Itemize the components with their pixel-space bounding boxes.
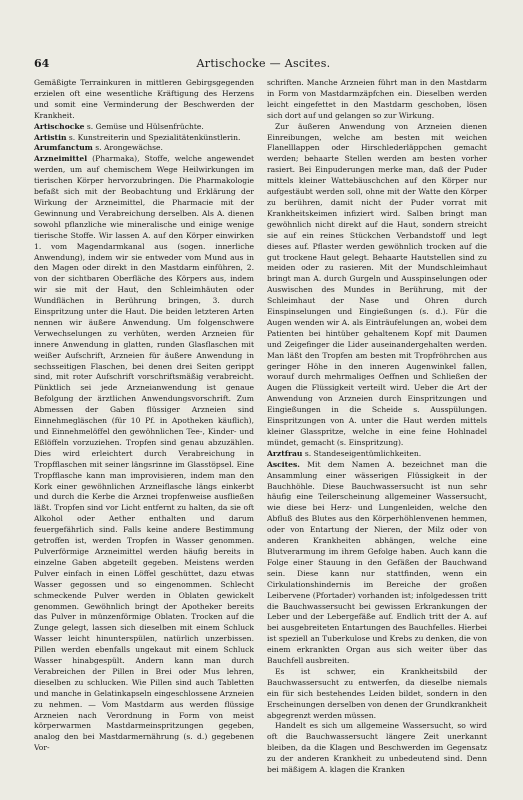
entry-paragraph: Zur äußeren Anwendung von Arzneien dienen Einreibungen, welche am besten mit weichen Flanelllappen oder Hirschlederläppchen gemacht werden; behaarte Stellen werden am besten vorher rasiert. Bei Einpuderungen merke man, daß der Puder mittels kleiner Wattebäuschchen auf den Körper nur aufgestäubt werden soll, ohne mit der Watte den Körper zu berühren, damit nicht der Puder vorrat mit Krankheitskeimen infiziert wird. Salben bringt man gewöhnlich nicht direkt auf die Haut, sondern streicht sie auf ein reines Stückchen Verbandstoff und legt dieses auf. Pflaster werden gewöhnlich trocken auf die gut trockene Haut gelegt. Behaarte Hautstellen sind zu meiden oder zu rasieren. Mit der Mundschleimhaut bringt man A. durch Gurgeln und Ausspinselungen oder Auswischen des Mundes in Berührung, mit der Schleimhaut der Nase und Ohren durch Einspinselungen und Eingießungen (s. d.). Für die Augen wenden wir A. als Einträufelungen an, wobei dem Patienten bei hintüber gehaltenem Kopf mit Daumen und Zeigefinger die Lider auseinandergehalten werden. Man läßt den Tropfen am besten mit Tropfröhrchen aus geringer Höhe in den inneren Augenwinkel fallen, worauf durch mehrmaliges Oeffnen und Schließen der Augen die Flüssigkeit verteilt wird. Ueber die Art der Anwendung von Arzneien durch Einspritzungen und Eingießungen in die Scheide s. Ausspülungen. Einspritzungen von A. unter die Haut werden mittels kleiner Glasspritze, welche in eine feine Hohlnadel mündet, gemacht (s. Einspritzung).	[267, 121, 487, 447]
right-column	[267, 78, 487, 783]
page-number: 64	[34, 57, 50, 70]
entry-paragraph: Gemäßigte Terrainkuren in mittleren Gebirgsgegenden erzielen oft eine wesentliche Kräftigung des Herzens und somit eine Verminderung der Beschwerden der Krankheit.	[34, 78, 254, 120]
entry-paragraph: Artistin s. Kunstreiterin und Spezialitätenkünstlerin.	[34, 132, 241, 142]
left-column	[34, 78, 254, 783]
entry-paragraph: schriften. Manche Arzneien führt man in den Mastdarm in Form von Mastdarmzäpfchen ein. Dieselben werden leicht eingefettet in den Mastdarm geschoben, lösen sich dort auf und gelangen so zur Wirkung.	[267, 78, 487, 120]
entry-lemma: Arztfrau	[267, 448, 303, 458]
entry-paragraph: Arzneimittel (Pharmaka), Stoffe, welche angewendet werden, um auf chemischem Wege Heilwirkungen im tierischen Körper hervorzubringen. Die Pharmakologie befaßt sich mit der Beobachtung und Erklärung der Wirkung der Arzneimittel, die Pharmacie mit der Gewinnung und Verabreichung derselben. Als A. dienen sowohl pflanzliche wie mineralische und einige wenige tierische Stoffe. Wir lassen A. auf den Körper einwirken 1. vom Magendarmkanal aus (sogen. innerliche Anwendung), indem wir sie entweder vom Mund aus in den Magen oder direkt in den Mastdarm einführen, 2. von der sichtbaren Oberfläche des Körpers aus, indem wir sie mit der Haut, den Schleimhäuten oder Wundflächen in Berührung bringen, 3. durch Einspritzung unter die Haut. Die beiden letzteren Arten nennen wir äußere Anwendung. Um folgenschwere Verwechselungen zu verhüten, werden Arzneien für innere Anwendung in glatten, runden Glasflaschen mit weißer Aufschrift, Arzneien für äußere Anwendung in sechsseitigen Flaschen, bei denen drei Seiten gerippt sind, mit roter Aufschrift vorschriftsmäßig verabreicht. Pünktlich sei jede Arzneianwendung ist genaue Befolgung der ärztlichen Anwendungsvorschrift. Zum Abmessen der Gaben flüssiger Arzneien sind Einnehmegläschen (für 10 Pf. in Apotheken käuflich), und Einnehmelöffel den gewöhnlichen Tee-, Kinder- und Eßlöffeln vorzuziehen. Tropfen sind genau abzuzählen. Dies wird erleichtert durch Verabreichung in Tropfflaschen mit seiner längsrinne im Glasstöpsel. Eine Tropfflasche kann man improvisieren, indem man den Kork einer gewöhnlichen Arzneiflasche längs einkerbt und durch die Kerbe die Arznei tropfenweise ausfließen läßt. Tropfen sind vor Licht entfernt zu halten, da sie oft Alkohol oder Aether enthalten und darum feuergefährlich sind. Falls keine andere Bestimmung getroffen ist, werden Tropfen in Wasser genommen. Pulverförmige Arzneimittel werden häufig bereits in einzelne Gaben abgeteilt gegeben. Meistens werden Pulver einfach in einen Löffel geschüttet, dazu etwas Wasser gegossen und so eingenommen. Schlecht schmeckende Pulver werden in Oblaten gewickelt genommen. Gewöhnlich bringt der Apotheker bereits das Pulver in münzenförmige Oblaten. Trocken auf die Zunge gelegt, lassen sich dieselben mit einem Schluck Wasser leicht hinunterspülen, natürlich unzerbissen. Pillen werden ebenfalls ungekaut mit einem Schluck Wasser hinabgespült. Andern kann man durch Verabreichen der Pillen in Brei oder Mus lehren, dieselben zu schlucken. Wie Pillen sind auch Tabletten und manche in Gelatinkapseln eingeschlossene Arzneien zu nehmen. — Vom Mastdarm aus werden flüssige Arzneien nach Verordnung in Form von meist körperwarmen Mastdarmeinspritzungen gegeben, analog den bei Mastdarmernährung (s. d.) gegebenen Vor-	[34, 154, 254, 753]
entry-lemma: Artistin	[34, 132, 67, 142]
entry-paragraph: Ascites. Mit dem Namen A. bezeichnet man die Ansammlung einer wässerigen Flüssigkeit in der Bauchhöhle. Diese Bauchwassersucht ist nun sehr häufig eine Teilerscheinung allgemeiner Wassersucht, wie diese bei Herz- und Lungenleiden, welche den Abfluß des Blutes aus den Körperhöhlenvenen hemmen, oder von Entartung der Nieren, der Milz oder von anderen Krankheiten abhängen, welche eine Blutverarmung im ihrem Gefolge haben. Auch kann die Folge einer Stauung in den Gefäßen der Bauchwand sein. Diese kann nur stattfinden, wenn ein Cirkulationshindernis im Bereiche der großen Leibervene (Pfortader) vorhanden ist; infolgedessen tritt die Bauchwassersucht bei gewissen Erkrankungen der Leber und der Lebergefäße auf. Endlich tritt der A. auf bei ausgebreiteten Entartungen des Bauchfelles. Hierbei ist speziell an Tuberkulose und Krebs zu denken, die von einem erkrankten Organ aus sich weiter über das Bauchfell ausbreiten.	[267, 459, 487, 666]
page-header	[34, 57, 493, 71]
entry-paragraph: Arztfrau s. Standeseigentümlichkeiten.	[267, 448, 422, 458]
entry-paragraph: Es ist schwer, ein Krankheitsbild der Bauchwassersucht zu entwerfen, da dieselbe niemals ein für sich bestehendes Leiden bildet, sondern in den Erscheinungen derselben von denen der Grundkrankheit abgegrenzt werden müssen.	[267, 666, 487, 720]
entry-paragraph: Artischocke s. Gemüse und Hülsenfrüchte.	[34, 121, 204, 131]
entry-lemma: Arzneimittel	[34, 154, 88, 164]
entry-lemma: Artischocke	[34, 121, 85, 131]
entry-paragraph: Arumfanctum s. Arongewächse.	[34, 143, 163, 153]
entry-lemma: Ascites.	[267, 459, 300, 469]
entry-paragraph: Handelt es sich um allgemeine Wassersucht, so wird oft die Bauchwassersucht längere Zeit unerkannt bleiben, da die Klagen und Beschwerden im Gegensatz zu der anderen Krankheit zu unbedeutend sind. Denn bei mäßigem A. klagen die Kranken	[267, 721, 487, 775]
running-head: Artischocke — Ascites.	[196, 57, 331, 70]
entry-lemma: Arumfanctum	[34, 143, 93, 153]
